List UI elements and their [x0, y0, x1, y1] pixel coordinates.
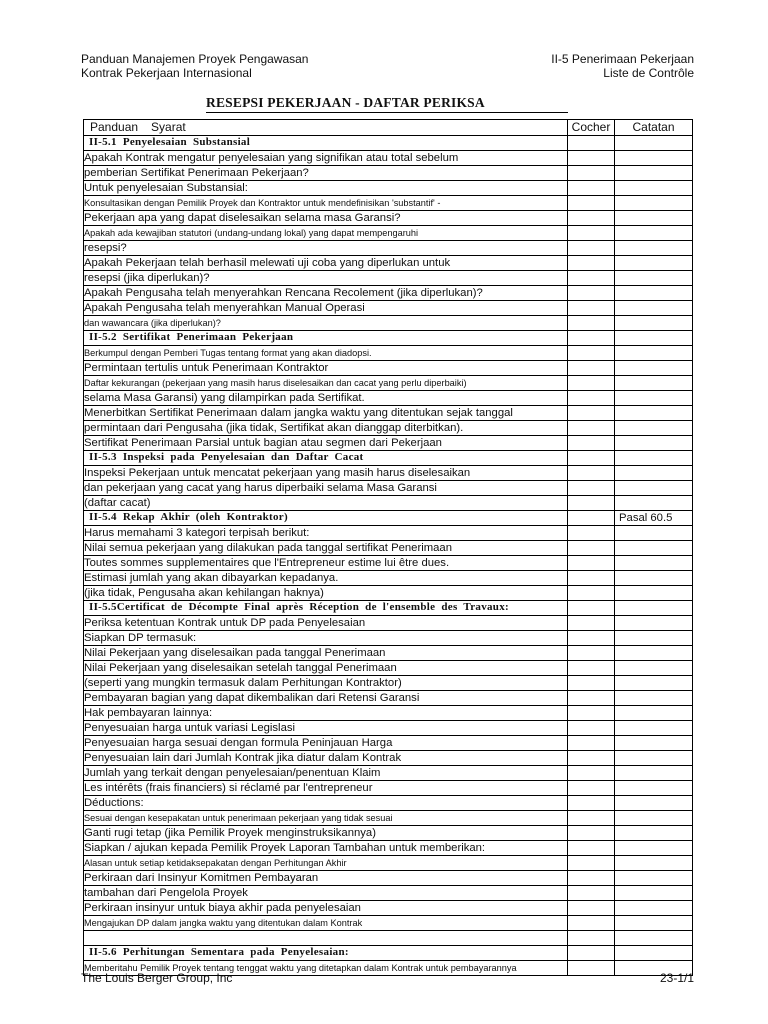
cocher-checkbox-cell[interactable] — [568, 916, 615, 931]
cocher-checkbox-cell[interactable] — [568, 781, 615, 796]
requirement-text: Penyesuaian lain dari Jumlah Kontrak jika diatur dalam Kontrak — [84, 751, 568, 766]
catatan-cell[interactable] — [615, 766, 693, 781]
section-title: II-5.6 Perhitungan Sementara pada Penyelesaian: — [84, 946, 568, 961]
cocher-checkbox-cell[interactable] — [568, 286, 615, 301]
catatan-cell[interactable] — [615, 226, 693, 241]
table-header-row — [84, 120, 693, 136]
section-title: II-5.2 Sertifikat Penerimaan Pekerjaan — [84, 331, 568, 346]
cocher-checkbox-cell[interactable] — [568, 301, 615, 316]
catatan-cell[interactable] — [615, 331, 693, 346]
cocher-checkbox-cell[interactable] — [568, 526, 615, 541]
requirement-text: Siapkan DP termasuk: — [84, 631, 568, 646]
cocher-checkbox-cell[interactable] — [568, 796, 615, 811]
requirement-text: Untuk penyelesaian Substansial: — [84, 181, 568, 196]
section-header-row — [84, 136, 693, 151]
catatan-cell[interactable] — [615, 586, 693, 601]
catatan-cell[interactable] — [615, 151, 693, 166]
cocher-checkbox-cell[interactable] — [568, 211, 615, 226]
cocher-checkbox-cell[interactable] — [568, 331, 615, 346]
section-title: II-5.1 Penyelesaian Substansial — [84, 136, 568, 151]
requirement-text: Mengajukan DP dalam jangka waktu yang ditentukan dalam Kontrak — [84, 916, 568, 931]
cocher-checkbox-cell[interactable] — [568, 811, 615, 826]
requirement-text: Apakah Pengusaha telah menyerahkan Rencana Recolement (jika diperlukan)? — [84, 286, 568, 301]
requirement-text: Nilai Pekerjaan yang diselesaikan pada tanggal Penerimaan — [84, 646, 568, 661]
requirement-text: Nilai semua pekerjaan yang dilakukan pada tanggal sertifikat Penerimaan — [84, 541, 568, 556]
requirement-text: dan pekerjaan yang cacat yang harus diperbaiki selama Masa Garansi — [84, 481, 568, 496]
catatan-cell[interactable] — [615, 196, 693, 211]
checklist-row — [84, 421, 693, 436]
checklist-table — [83, 119, 693, 976]
cocher-checkbox-cell[interactable] — [568, 256, 615, 271]
requirement-text: Jumlah yang terkait dengan penyelesaian/penentuan Klaim — [84, 766, 568, 781]
cocher-checkbox-cell[interactable] — [568, 646, 615, 661]
cocher-checkbox-cell[interactable] — [568, 901, 615, 916]
checklist-row — [84, 766, 693, 781]
catatan-cell[interactable] — [615, 421, 693, 436]
catatan-cell[interactable] — [615, 901, 693, 916]
catatan-cell[interactable] — [615, 481, 693, 496]
cocher-checkbox-cell[interactable] — [568, 736, 615, 751]
footer-company: The Louis Berger Group, Inc — [81, 971, 233, 985]
checklist-row — [84, 556, 693, 571]
cocher-checkbox-cell[interactable] — [568, 871, 615, 886]
section-header-row — [84, 451, 693, 466]
cocher-checkbox-cell[interactable] — [568, 586, 615, 601]
catatan-cell[interactable] — [615, 376, 693, 391]
checklist-row — [84, 871, 693, 886]
checklist-row — [84, 826, 693, 841]
cocher-checkbox-cell[interactable] — [568, 571, 615, 586]
cocher-checkbox-cell[interactable] — [568, 391, 615, 406]
section-header-row — [84, 331, 693, 346]
section-header-row — [84, 601, 693, 616]
column-header-panduan: Panduan — [90, 120, 139, 134]
checklist-row — [84, 301, 693, 316]
checklist-row — [84, 886, 693, 901]
checklist-row — [84, 781, 693, 796]
checklist-row — [84, 436, 693, 451]
catatan-cell[interactable] — [615, 721, 693, 736]
requirement-text: Memberitahu Pemilik Proyek tentang tenggat waktu yang ditetapkan dalam Kontrak untuk pembayarannya — [84, 961, 568, 976]
requirement-text: Estimasi jumlah yang akan dibayarkan kepadanya. — [84, 571, 568, 586]
requirement-text: Les intérêts (frais financiers) si réclamé par l'entrepreneur — [84, 781, 568, 796]
checklist-row — [84, 541, 693, 556]
checklist-row — [84, 316, 693, 331]
requirement-text: Alasan untuk setiap ketidaksepakatan dengan Perhitungan Akhir — [84, 856, 568, 871]
cocher-checkbox-cell[interactable] — [568, 946, 615, 961]
cocher-checkbox-cell[interactable] — [568, 556, 615, 571]
catatan-cell[interactable] — [615, 436, 693, 451]
checklist-row — [84, 181, 693, 196]
checklist-row — [84, 571, 693, 586]
section-header-row — [84, 946, 693, 961]
requirement-text: Periksa ketentuan Kontrak untuk DP pada Penyelesaian — [84, 616, 568, 631]
checklist-row — [84, 196, 693, 211]
header-right — [551, 52, 694, 80]
checklist-row — [84, 271, 693, 286]
cocher-checkbox-cell[interactable] — [568, 856, 615, 871]
requirement-text: Hak pembayaran lainnya: — [84, 706, 568, 721]
cocher-checkbox-cell[interactable] — [568, 721, 615, 736]
requirement-text: Permintaan tertulis untuk Penerimaan Kontraktor — [84, 361, 568, 376]
catatan-cell[interactable] — [615, 616, 693, 631]
section-title: II-5.4 Rekap Akhir (oleh Kontraktor) — [84, 511, 568, 526]
checklist-row — [84, 931, 693, 946]
catatan-cell[interactable] — [615, 181, 693, 196]
cocher-checkbox-cell[interactable] — [568, 841, 615, 856]
catatan-cell[interactable] — [615, 136, 693, 151]
requirement-text: Daftar kekurangan (pekerjaan yang masih harus diselesaikan dan cacat yang perlu diperbaiki) — [84, 376, 568, 391]
cocher-checkbox-cell[interactable] — [568, 376, 615, 391]
catatan-cell[interactable] — [615, 706, 693, 721]
catatan-cell[interactable] — [615, 931, 693, 946]
catatan-cell[interactable]: Pasal 60.5 — [615, 511, 693, 526]
catatan-cell[interactable] — [615, 856, 693, 871]
checklist-row — [84, 376, 693, 391]
requirement-text: Ganti rugi tetap (jika Pemilik Proyek menginstruksikannya) — [84, 826, 568, 841]
requirement-text: Sertifikat Penerimaan Parsial untuk bagian atau segmen dari Pekerjaan — [84, 436, 568, 451]
catatan-cell[interactable] — [615, 571, 693, 586]
checklist-row — [84, 151, 693, 166]
catatan-cell[interactable] — [615, 751, 693, 766]
checklist-row — [84, 841, 693, 856]
cocher-checkbox-cell[interactable] — [568, 631, 615, 646]
checklist-row — [84, 256, 693, 271]
catatan-cell[interactable] — [615, 211, 693, 226]
checklist-row — [84, 406, 693, 421]
checklist-row — [84, 481, 693, 496]
requirement-text: (seperti yang mungkin termasuk dalam Perhitungan Kontraktor) — [84, 676, 568, 691]
cocher-checkbox-cell[interactable] — [568, 421, 615, 436]
checklist-row — [84, 346, 693, 361]
requirement-text: Penyesuaian harga sesuai dengan formula Peninjauan Harga — [84, 736, 568, 751]
cocher-checkbox-cell[interactable] — [568, 271, 615, 286]
cocher-checkbox-cell[interactable] — [568, 601, 615, 616]
catatan-cell[interactable] — [615, 406, 693, 421]
requirement-text: Konsultasikan dengan Pemilik Proyek dan Kontraktor untuk mendefinisikan 'substantif' - — [84, 196, 568, 211]
catatan-cell[interactable] — [615, 466, 693, 481]
footer-page-number: 23-1/1 — [659, 971, 694, 985]
requirement-text: selama Masa Garansi) yang dilampirkan pada Sertifikat. — [84, 391, 568, 406]
cocher-checkbox-cell[interactable] — [568, 481, 615, 496]
checklist-row — [84, 586, 693, 601]
requirement-text: Déductions: — [84, 796, 568, 811]
catatan-cell[interactable] — [615, 796, 693, 811]
cocher-checkbox-cell[interactable] — [568, 616, 615, 631]
requirement-text: resepsi? — [84, 241, 568, 256]
requirement-text: Perkiraan dari Insinyur Komitmen Pembayaran — [84, 871, 568, 886]
catatan-cell[interactable] — [615, 691, 693, 706]
cocher-checkbox-cell[interactable] — [568, 961, 615, 976]
catatan-cell[interactable] — [615, 451, 693, 466]
cocher-checkbox-cell[interactable] — [568, 691, 615, 706]
catatan-cell[interactable] — [615, 346, 693, 361]
catatan-cell[interactable] — [615, 241, 693, 256]
catatan-cell[interactable] — [615, 286, 693, 301]
header-section: II-5 Penerimaan Pekerjaan — [551, 52, 694, 66]
catatan-cell[interactable] — [615, 916, 693, 931]
checklist-row — [84, 916, 693, 931]
section-header-row — [84, 511, 693, 526]
checklist-row — [84, 361, 693, 376]
catatan-cell[interactable] — [615, 271, 693, 286]
checklist-row — [84, 241, 693, 256]
cocher-checkbox-cell[interactable] — [568, 886, 615, 901]
requirement-text: dan wawancara (jika diperlukan)? — [84, 316, 568, 331]
catatan-cell[interactable] — [615, 631, 693, 646]
cocher-checkbox-cell[interactable] — [568, 361, 615, 376]
cocher-checkbox-cell[interactable] — [568, 196, 615, 211]
checklist-row — [84, 211, 693, 226]
cocher-checkbox-cell[interactable] — [568, 661, 615, 676]
header-left — [81, 52, 308, 80]
cocher-checkbox-cell[interactable] — [568, 676, 615, 691]
checklist-row — [84, 736, 693, 751]
header-cell-main — [84, 120, 568, 136]
checklist-row — [84, 631, 693, 646]
requirement-text: Nilai Pekerjaan yang diselesaikan setelah tanggal Penerimaan — [84, 661, 568, 676]
cocher-checkbox-cell[interactable] — [568, 346, 615, 361]
requirement-text: resepsi (jika diperlukan)? — [84, 271, 568, 286]
catatan-cell[interactable] — [615, 736, 693, 751]
cocher-checkbox-cell[interactable] — [568, 136, 615, 151]
requirement-text: Apakah ada kewajiban statutori (undang-undang lokal) yang dapat mempengaruhi — [84, 226, 568, 241]
requirement-text: Pekerjaan apa yang dapat diselesaikan selama masa Garansi? — [84, 211, 568, 226]
section-title: II-5.5Certificat de Décompte Final après Réception de l'ensemble des Travaux: — [84, 601, 568, 616]
requirement-text: permintaan dari Pengusaha (jika tidak, Sertifikat akan dianggap diterbitkan). — [84, 421, 568, 436]
requirement-text: Toutes sommes supplementaires que l'Entrepreneur estime lui être dues. — [84, 556, 568, 571]
catatan-cell[interactable] — [615, 661, 693, 676]
requirement-text: Apakah Pekerjaan telah berhasil melewati uji coba yang diperlukan untuk — [84, 256, 568, 271]
catatan-cell[interactable] — [615, 166, 693, 181]
section-title: II-5.3 Inspeksi pada Penyelesaian dan Daftar Cacat — [84, 451, 568, 466]
requirement-text: Apakah Kontrak mengatur penyelesaian yang signifikan atau total sebelum — [84, 151, 568, 166]
checklist-row — [84, 286, 693, 301]
requirement-text: Pembayaran bagian yang dapat dikembalikan dari Retensi Garansi — [84, 691, 568, 706]
checklist-row — [84, 706, 693, 721]
catatan-cell[interactable] — [615, 811, 693, 826]
catatan-cell[interactable] — [615, 361, 693, 376]
checklist-row — [84, 496, 693, 511]
checklist-row — [84, 751, 693, 766]
cocher-checkbox-cell[interactable] — [568, 706, 615, 721]
header-contract-type: Kontrak Pekerjaan Internasional — [81, 66, 252, 80]
cocher-checkbox-cell[interactable] — [568, 406, 615, 421]
checklist-row — [84, 796, 693, 811]
cocher-checkbox-cell[interactable] — [568, 151, 615, 166]
cocher-checkbox-cell[interactable] — [568, 181, 615, 196]
catatan-cell[interactable] — [615, 886, 693, 901]
catatan-cell[interactable] — [615, 871, 693, 886]
requirement-text: Apakah Pengusaha telah menyerahkan Manual Operasi — [84, 301, 568, 316]
cocher-checkbox-cell[interactable] — [568, 166, 615, 181]
requirement-text — [84, 931, 568, 946]
checklist-row — [84, 661, 693, 676]
cocher-checkbox-cell[interactable] — [568, 316, 615, 331]
checklist-row — [84, 691, 693, 706]
cocher-checkbox-cell[interactable] — [568, 496, 615, 511]
catatan-cell[interactable] — [615, 526, 693, 541]
cocher-checkbox-cell[interactable] — [568, 931, 615, 946]
requirement-text: Berkumpul dengan Pemberi Tugas tentang format yang akan diadopsi. — [84, 346, 568, 361]
catatan-cell[interactable] — [615, 781, 693, 796]
catatan-cell[interactable] — [615, 391, 693, 406]
checklist-row — [84, 616, 693, 631]
catatan-cell[interactable] — [615, 541, 693, 556]
catatan-cell[interactable] — [615, 301, 693, 316]
cocher-checkbox-cell[interactable] — [568, 826, 615, 841]
requirement-text: Harus memahami 3 kategori terpisah berikut: — [84, 526, 568, 541]
checklist-row — [84, 166, 693, 181]
requirement-text: (daftar cacat) — [84, 496, 568, 511]
requirement-text: Sesuai dengan kesepakatan untuk penerimaan pekerjaan yang tidak sesuai — [84, 811, 568, 826]
cocher-checkbox-cell[interactable] — [568, 226, 615, 241]
page-title: RESEPSI PEKERJAAN - DAFTAR PERIKSA — [206, 95, 568, 113]
cocher-checkbox-cell[interactable] — [568, 466, 615, 481]
checklist-row — [84, 466, 693, 481]
checklist-row — [84, 526, 693, 541]
catatan-cell[interactable] — [615, 841, 693, 856]
checklist-row — [84, 226, 693, 241]
requirement-text: Perkiraan insinyur untuk biaya akhir pada penyelesaian — [84, 901, 568, 916]
requirement-text: pemberian Sertifikat Penerimaan Pekerjaan? — [84, 166, 568, 181]
catatan-cell[interactable] — [615, 646, 693, 661]
catatan-cell[interactable] — [615, 556, 693, 571]
catatan-cell[interactable] — [615, 256, 693, 271]
column-header-syarat: Syarat — [151, 120, 186, 134]
requirement-text: Inspeksi Pekerjaan untuk mencatat pekerjaan yang masih harus diselesaikan — [84, 466, 568, 481]
catatan-cell[interactable] — [615, 826, 693, 841]
checklist-row — [84, 856, 693, 871]
cocher-checkbox-cell[interactable] — [568, 241, 615, 256]
cocher-checkbox-cell[interactable] — [568, 541, 615, 556]
checklist-row — [84, 721, 693, 736]
requirement-text: tambahan dari Pengelola Proyek — [84, 886, 568, 901]
requirement-text: Penyesuaian harga untuk variasi Legislasi — [84, 721, 568, 736]
checklist-row — [84, 901, 693, 916]
header-checklist-label: Liste de Contrôle — [603, 66, 694, 80]
catatan-cell[interactable] — [615, 496, 693, 511]
checklist-row — [84, 646, 693, 661]
cocher-checkbox-cell[interactable] — [568, 511, 615, 526]
catatan-cell[interactable] — [615, 601, 693, 616]
catatan-cell[interactable] — [615, 676, 693, 691]
header-manual-title: Panduan Manajemen Proyek Pengawasan — [81, 52, 309, 66]
checklist-row — [84, 391, 693, 406]
requirement-text: Menerbitkan Sertifikat Penerimaan dalam jangka waktu yang ditentukan sejak tanggal — [84, 406, 568, 421]
catatan-cell[interactable] — [615, 316, 693, 331]
cocher-checkbox-cell[interactable] — [568, 751, 615, 766]
cocher-checkbox-cell[interactable] — [568, 436, 615, 451]
checklist-row — [84, 676, 693, 691]
column-header-cocher: Cocher — [568, 120, 615, 136]
cocher-checkbox-cell[interactable] — [568, 451, 615, 466]
requirement-text: (jika tidak, Pengusaha akan kehilangan haknya) — [84, 586, 568, 601]
catatan-cell[interactable] — [615, 946, 693, 961]
column-header-catatan: Catatan — [615, 120, 693, 136]
checklist-row — [84, 811, 693, 826]
requirement-text: Siapkan / ajukan kepada Pemilik Proyek Laporan Tambahan untuk memberikan: — [84, 841, 568, 856]
cocher-checkbox-cell[interactable] — [568, 766, 615, 781]
